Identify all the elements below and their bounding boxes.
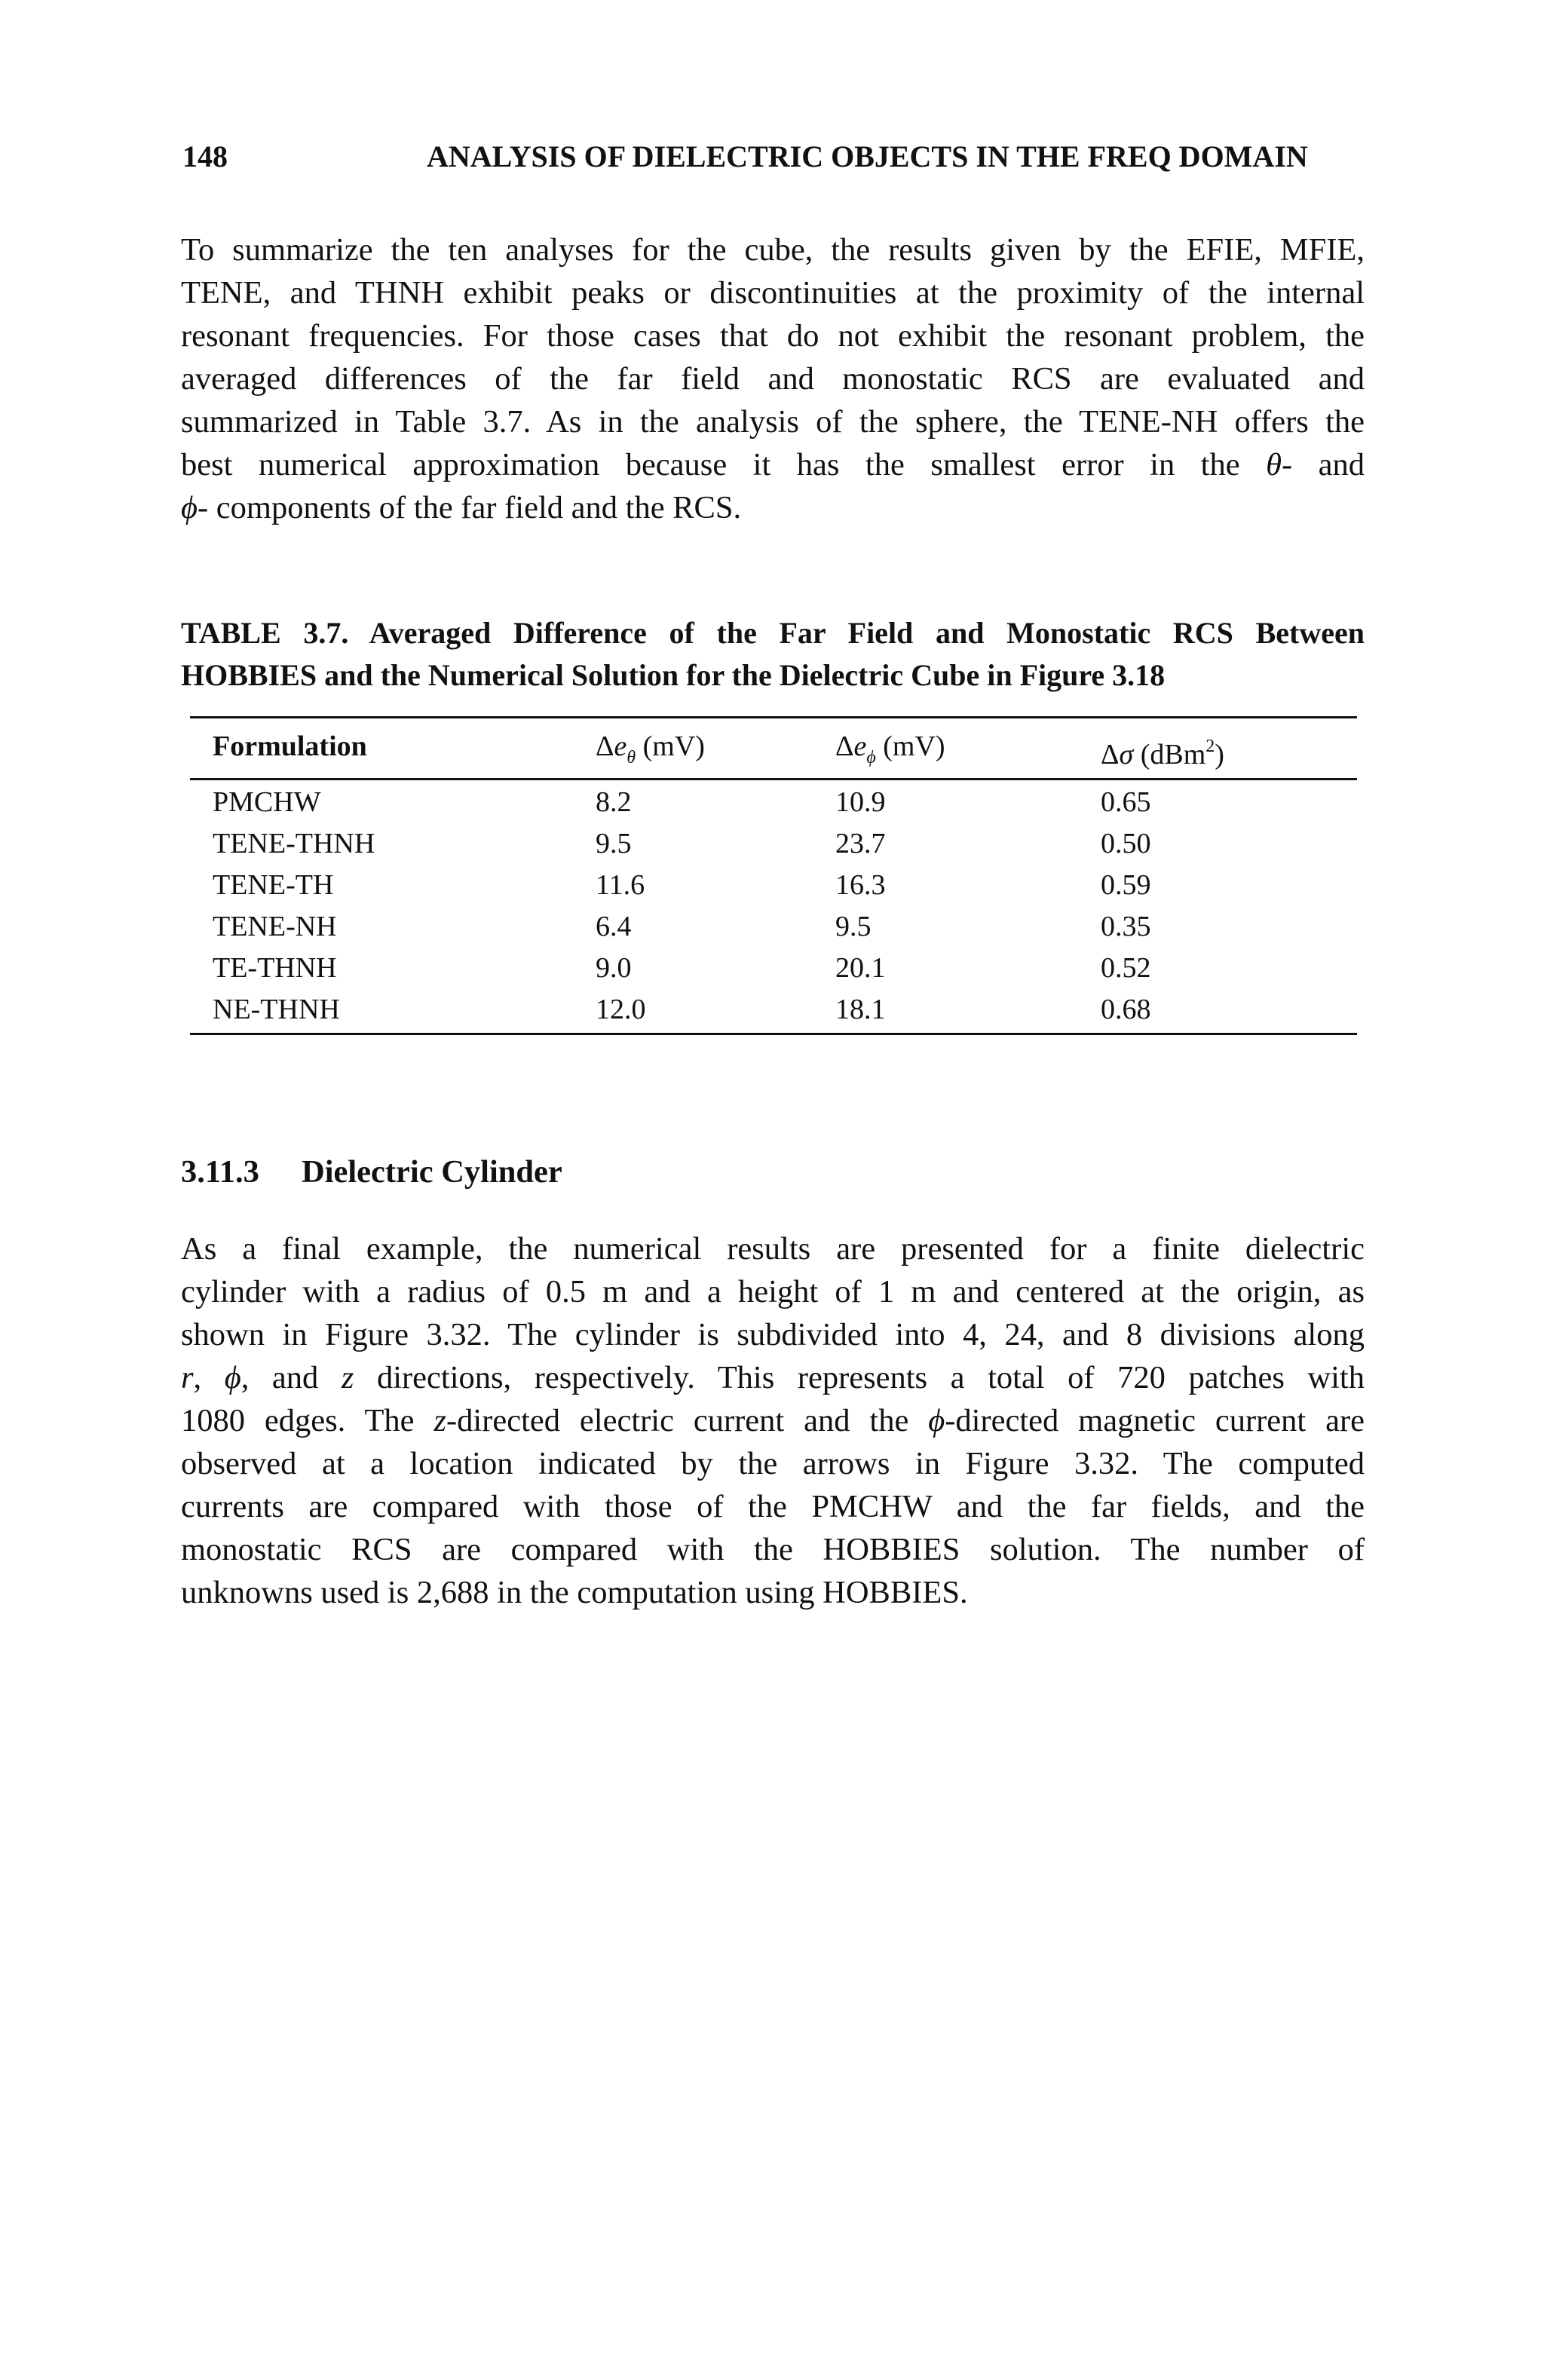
cell-delta-e-phi: 10.9	[835, 786, 886, 818]
cell-delta-sigma: 0.65	[1101, 786, 1151, 818]
text-segment: -directed electric current and the	[446, 1403, 929, 1438]
phi-subscript: ϕ	[866, 748, 876, 767]
delta-symbol: Δ	[596, 731, 614, 762]
paragraph-summary	[181, 228, 1365, 529]
cell-formulation: PMCHW	[213, 786, 321, 818]
text-line: To summarize the ten analyses for the cube, the results given by the EFIE, MFIE,	[181, 232, 1365, 268]
cell-delta-sigma: 0.68	[1101, 994, 1151, 1025]
section-heading	[181, 1151, 562, 1193]
text-line	[181, 443, 1365, 486]
table-row	[190, 991, 1357, 1034]
table-row	[190, 825, 1357, 868]
text-line: cylinder with a radius of 0.5 m and a height of 1 m and centered at the origin, as	[181, 1274, 1365, 1309]
cell-delta-sigma: 0.52	[1101, 952, 1151, 984]
cell-delta-sigma: 0.59	[1101, 869, 1151, 901]
text-line: shown in Figure 3.32. The cylinder is subdivided into 4, 24, and 8 divisions along	[181, 1317, 1365, 1352]
section-number: 3.11.3	[181, 1154, 259, 1190]
text-line: averaged differences of the far field and monostatic RCS are evaluated and	[181, 361, 1365, 397]
text-segment: 1080 edges. The	[181, 1403, 434, 1438]
unit-label: (mV)	[636, 731, 705, 762]
cell-delta-e-theta: 9.0	[596, 952, 632, 984]
cell-delta-e-phi: 20.1	[835, 952, 886, 984]
text-line	[181, 1399, 1365, 1442]
text-segment: , and	[240, 1360, 342, 1395]
text-segment: directions, respectively. This represents a total of 720 patches with	[354, 1360, 1365, 1395]
cell-delta-e-theta: 6.4	[596, 911, 632, 942]
unit-label: (mV)	[875, 731, 945, 762]
cell-delta-e-phi: 16.3	[835, 869, 886, 901]
text-line: TENE, and THNH exhibit peaks or discontinuities at the proximity of the internal	[181, 275, 1365, 311]
paragraph-cylinder	[181, 1227, 1365, 1614]
phi-symbol: ϕ	[181, 490, 198, 525]
table-header-rule	[190, 778, 1357, 780]
text-line	[181, 486, 1365, 529]
text-line: resonant frequencies. For those cases that do not exhibit the resonant problem, the	[181, 318, 1365, 354]
cell-delta-e-theta: 12.0	[596, 994, 646, 1025]
cell-delta-e-theta: 8.2	[596, 786, 632, 818]
cell-delta-e-theta: 11.6	[596, 869, 645, 901]
section-title: Dielectric Cylinder	[302, 1154, 562, 1190]
table-row	[190, 950, 1357, 992]
r-symbol: r	[181, 1360, 194, 1395]
unit-label: (dBm	[1133, 739, 1206, 770]
table-bottom-rule	[190, 1033, 1357, 1035]
unit-label: )	[1215, 739, 1224, 770]
phi-symbol: ϕ	[928, 1403, 945, 1438]
text-line: currents are compared with those of the PMCHW and the far fields, and the	[181, 1489, 1365, 1524]
text-line: monostatic RCS are compared with the HOBBIES solution. The number of	[181, 1532, 1365, 1567]
table-header-row	[190, 728, 1357, 773]
table-row	[190, 784, 1357, 826]
z-symbol: z	[341, 1360, 354, 1395]
caption-line: TABLE 3.7. Averaged Difference of the Far Field and Monostatic RCS Between	[181, 616, 1365, 650]
cell-delta-e-phi: 9.5	[835, 911, 872, 942]
header-delta-e-phi	[835, 728, 945, 776]
header-formulation: Formulation	[213, 731, 367, 762]
superscript: 2	[1205, 737, 1215, 756]
cell-formulation: TENE-NH	[213, 911, 337, 942]
cell-delta-sigma: 0.50	[1101, 828, 1151, 859]
sigma-symbol: σ	[1119, 739, 1134, 770]
theta-subscript: θ	[626, 748, 636, 767]
table-row	[190, 908, 1357, 951]
table-top-rule	[190, 716, 1357, 718]
cell-formulation: TE-THNH	[213, 952, 337, 984]
table-caption	[181, 612, 1365, 697]
text-line: unknowns used is 2,688 in the computation using HOBBIES.	[181, 1575, 968, 1610]
table-row	[190, 867, 1357, 909]
delta-symbol: Δ	[1101, 739, 1120, 770]
text-segment: -directed magnetic current are	[945, 1403, 1365, 1438]
cell-delta-e-phi: 23.7	[835, 828, 886, 859]
e-symbol: e	[614, 731, 627, 762]
page-number: 148	[182, 139, 228, 173]
cell-delta-sigma: 0.35	[1101, 911, 1151, 942]
caption-line: HOBBIES and the Numerical Solution for the Dielectric Cube in Figure 3.18	[181, 658, 1166, 692]
header-delta-sigma	[1101, 728, 1224, 773]
e-symbol: e	[853, 731, 867, 762]
delta-symbol: Δ	[835, 731, 854, 762]
cell-formulation: TENE-THNH	[213, 828, 375, 859]
text-segment: - components of the far field and the RCS.	[198, 490, 742, 525]
cell-delta-e-phi: 18.1	[835, 994, 886, 1025]
text-line: As a final example, the numerical results are presented for a finite dielectric	[181, 1231, 1365, 1267]
header-delta-e-theta	[596, 728, 705, 776]
phi-symbol: ϕ	[224, 1360, 241, 1395]
text-line: observed at a location indicated by the arrows in Figure 3.32. The computed	[181, 1446, 1365, 1481]
text-segment: - and	[1281, 447, 1365, 482]
text-line: summarized in Table 3.7. As in the analysis of the sphere, the TENE-NH offers the	[181, 404, 1365, 440]
text-segment: ,	[193, 1360, 225, 1395]
cell-formulation: NE-THNH	[213, 994, 340, 1025]
theta-symbol: θ	[1266, 447, 1282, 482]
text-line	[181, 1356, 1365, 1399]
cell-delta-e-theta: 9.5	[596, 828, 632, 859]
text-segment: best numerical approximation because it has the smallest error in the	[181, 447, 1240, 482]
cell-formulation: TENE-TH	[213, 869, 334, 901]
z-symbol: z	[433, 1403, 446, 1438]
running-title: ANALYSIS OF DIELECTRIC OBJECTS IN THE FREQ DOMAIN	[427, 139, 1308, 173]
